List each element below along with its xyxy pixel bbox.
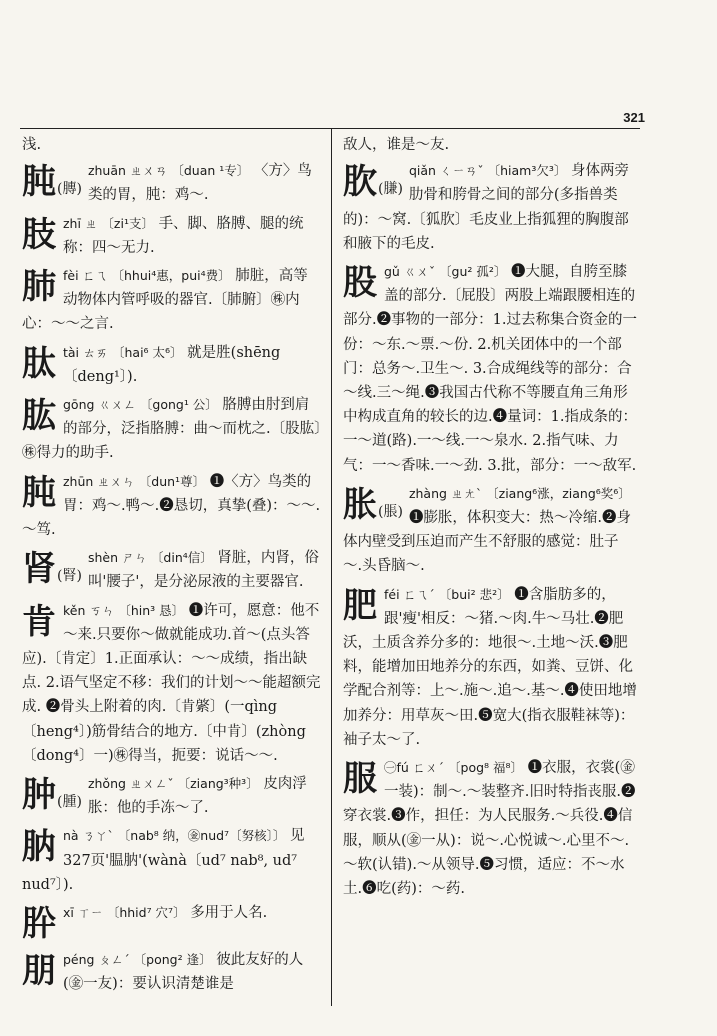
definition: ❶〈方〉鸟类的胃：鸡～.鸭～.❷恳切，真挚(叠)：～～.～笃.	[22, 473, 321, 539]
headword-char: 肥	[343, 585, 377, 626]
entry-body	[343, 260, 637, 478]
pronunciation: féi ㄈㄟˊ 〔bui² 悲²〕	[384, 586, 510, 602]
headword	[22, 549, 82, 589]
dictionary-entry	[22, 599, 322, 768]
headword	[22, 162, 82, 202]
definition: 〈方〉鸟类的胃，肫：鸡～.	[87, 163, 312, 204]
pronunciation: zhūn ㄓㄨㄣ 〔dun¹尊〕	[63, 473, 206, 489]
dictionary-entry	[343, 583, 637, 752]
definition: 身体两旁肋骨和胯骨之间的部分(多指兽类的)：～窝.〔狐肷〕毛皮业上指狐狸的胸腹部和腋下的毛皮.	[343, 163, 629, 252]
headword-char: 肷	[343, 162, 377, 203]
pronunciation: gōng ㄍㄨㄥ 〔gong¹ 公〕	[63, 397, 218, 413]
pronunciation: qiǎn ㄑㄧㄢˇ 〔hiam³欠³〕	[408, 163, 567, 179]
headword-char: 肯	[22, 601, 56, 642]
dictionary-entry	[22, 264, 322, 337]
entry-body	[22, 341, 322, 389]
definition: 皮肉浮胀：他的手冻～了.	[87, 776, 307, 817]
headword-variant: (腎)	[57, 568, 82, 585]
headword	[22, 602, 57, 642]
dictionary-entry	[22, 341, 322, 389]
dictionary-entry	[22, 824, 322, 897]
entry-body	[22, 824, 322, 897]
headword	[22, 951, 57, 991]
definition: ❶许可，愿意：他不～来.只要你～做就能成功.首～(点头答应).〔肯定〕1.正面承认：～～成绩，指出缺点. 2.语气坚定不移：我们的计划～～能超额完成. ❷骨头上附着的肉.〔肯綮〕(一qìng〔heng⁴〕)筋骨结合的地方.〔中肯〕(zhòng〔dong⁴〕一)㊑得当，扼要：说话～～.	[22, 602, 321, 764]
entry-body	[22, 948, 322, 996]
right-continuation: 敌人，谁是～友.	[343, 137, 450, 153]
headword	[343, 759, 378, 799]
headword	[343, 162, 403, 202]
dictionary-entry	[22, 901, 322, 944]
headword	[22, 215, 57, 255]
right-column	[343, 133, 637, 905]
dictionary-entry	[343, 260, 637, 478]
top-rule	[20, 128, 640, 129]
definition: ❶膨胀，体积变大：热～冷缩.❷身体内壁受到压迫而产生不舒服的感觉：肚子～.头昏脑～.	[343, 510, 632, 575]
headword-char: 肽	[22, 343, 56, 384]
definition: 就是胜(shēng〔deng¹〕).	[63, 344, 281, 385]
pronunciation: gǔ ㄍㄨˇ 〔gu² 孤²〕	[384, 264, 507, 280]
headword-char: 肸	[22, 904, 56, 945]
headword-char: 肾	[22, 549, 56, 590]
headword-char: 肭	[22, 827, 56, 868]
headword-char: 服	[343, 759, 377, 800]
headword	[343, 263, 378, 303]
entry-body	[22, 470, 322, 543]
definition: 见327页'腽肭'(wànà〔ud⁷ nab⁸, ud⁷ nud⁷〕).	[22, 828, 305, 893]
entry-body	[22, 264, 322, 337]
left-column	[22, 133, 322, 1001]
definition: 胳膊由肘到肩的部分，泛指胳膊：曲～而枕之.〔股肱〕㊑得力的助手.	[22, 397, 322, 462]
definition: ❶衣服，衣裳(㊎一装)：制～.～装整齐.旧时特指丧服.❷穿衣裳.❸作，担任：为人民服务.～兵役.❹信服，顺从(㊎一从)：说～.心悦诚～.心里不～.～软(认错).～从领导.❺习惯，适应：不～水土.❻吃(药)：～药.	[343, 760, 636, 898]
pronunciation: zhǒng ㄓㄨㄥˇ 〔ziang³种³〕	[87, 776, 259, 792]
headword-char: 肢	[22, 214, 56, 255]
definition: 多用于人名.	[190, 905, 268, 922]
headword-char: 朋	[22, 951, 56, 992]
headword-char: 肫	[22, 472, 56, 513]
headword	[22, 267, 57, 307]
pronunciation: shèn ㄕㄣ 〔din⁴信〕	[87, 550, 213, 566]
headword-variant: (膁)	[378, 181, 403, 198]
dictionary-entry	[22, 393, 322, 466]
pronunciation: zhàng ㄓㄤˋ 〔ziang⁶涨，ziang⁶奖⁶〕	[408, 485, 631, 501]
column-divider	[331, 128, 332, 1006]
right-entries	[343, 159, 637, 901]
left-continuation: 浅.	[22, 137, 42, 153]
dictionary-entry	[22, 546, 322, 594]
entry-body	[22, 393, 322, 466]
headword-char: 肺	[22, 267, 56, 308]
definition: 肺脏，高等动物体内管呼吸的器官.〔肺腑〕㊑内心：～～之言.	[22, 268, 308, 333]
entry-body	[22, 212, 322, 260]
definition: 肾脏，内肾，俗叫'腰子'，是分泌尿液的主要器官.	[87, 550, 319, 591]
dictionary-entry	[343, 756, 637, 901]
page-number: 321	[623, 110, 645, 125]
headword-char: 肱	[22, 396, 56, 437]
entry-body	[22, 599, 322, 768]
dictionary-entry	[343, 159, 637, 256]
headword	[343, 586, 378, 626]
definition: ❶大腿，自胯至膝盖的部分.〔屁股〕两股上端跟腰相连的部分.❷事物的一部分：1.过去称集合资金的一份：～东.～票.～份. 2.机关团体中的一个部门：总务～.卫生～. 3.合成绳线等的部分：合～线.三～绳.❸我国古代称不等腰直角三角形中构成直角的较长的边.❹量词：1.指成条的：一～道(路).一～线.一～泉水. 2.指气味、力气：一～香味.一～劲. 3.批，部分：一～敌军.	[343, 264, 637, 474]
pronunciation: zhuān ㄓㄨㄢ 〔duan ¹专〕	[87, 163, 250, 179]
dictionary-entry	[343, 482, 637, 579]
headword-variant: (脹)	[378, 503, 403, 520]
headword	[22, 904, 57, 944]
pronunciation: péng ㄆㄥˊ 〔pong² 逢〕	[63, 952, 212, 968]
dictionary-entry	[22, 948, 322, 996]
headword	[343, 485, 403, 525]
definition: 手、脚、胳膊、腿的统称：四～无力.	[63, 215, 304, 256]
pronunciation: tài ㄊㄞ 〔hai⁶ 太⁶〕	[63, 344, 183, 360]
pronunciation: zhī ㄓ 〔zi¹支〕	[63, 215, 154, 231]
definition: 彼此友好的人(㊎一友)：要认识清楚谁是	[63, 952, 304, 993]
pronunciation: fèi ㄈㄟ 〔hhui⁴惠，pui⁴费〕	[63, 268, 231, 284]
headword	[22, 775, 82, 815]
pronunciation: ㊀fú ㄈㄨˊ 〔pog⁸ 福⁸〕	[384, 760, 524, 776]
headword-char: 肫	[22, 162, 56, 203]
entry-body	[22, 901, 322, 925]
pronunciation: kěn ㄎㄣ 〔hin³ 恳〕	[63, 602, 185, 618]
headword-variant: (膞)	[57, 181, 82, 198]
left-entries	[22, 159, 322, 996]
headword	[22, 473, 57, 513]
headword	[22, 827, 57, 867]
headword-char: 肿	[22, 775, 56, 816]
dictionary-entry	[22, 470, 322, 543]
headword-char: 股	[343, 263, 377, 304]
headword	[22, 344, 57, 384]
dictionary-entry	[22, 212, 322, 260]
pronunciation: nà ㄋㄚˋ 〔nab⁸ 纳，㊎nud⁷〔努核〕〕	[63, 828, 286, 844]
dictionary-entry	[22, 772, 322, 820]
pronunciation: xī ㄒㄧ 〔hhid⁷ 穴⁷〕	[63, 905, 186, 921]
headword-variant: (腫)	[57, 794, 82, 811]
entry-body	[343, 583, 637, 752]
headword	[22, 396, 57, 436]
definition: ❶含脂肪多的，跟'瘦'相反：～猪.～肉.牛～马壮.❷肥沃，土质含养分多的：地很～.土地～沃.❸肥料，能增加田地养分的东西，如粪、豆饼、化学配合剂等：上～.施～.追～.基～.❹使田地增加养分：用草灰～田.❺宽大(指衣服鞋袜等)：袖子太～了.	[343, 586, 637, 748]
headword-char: 胀	[343, 484, 377, 525]
dictionary-entry	[22, 159, 322, 207]
entry-body	[343, 756, 637, 901]
